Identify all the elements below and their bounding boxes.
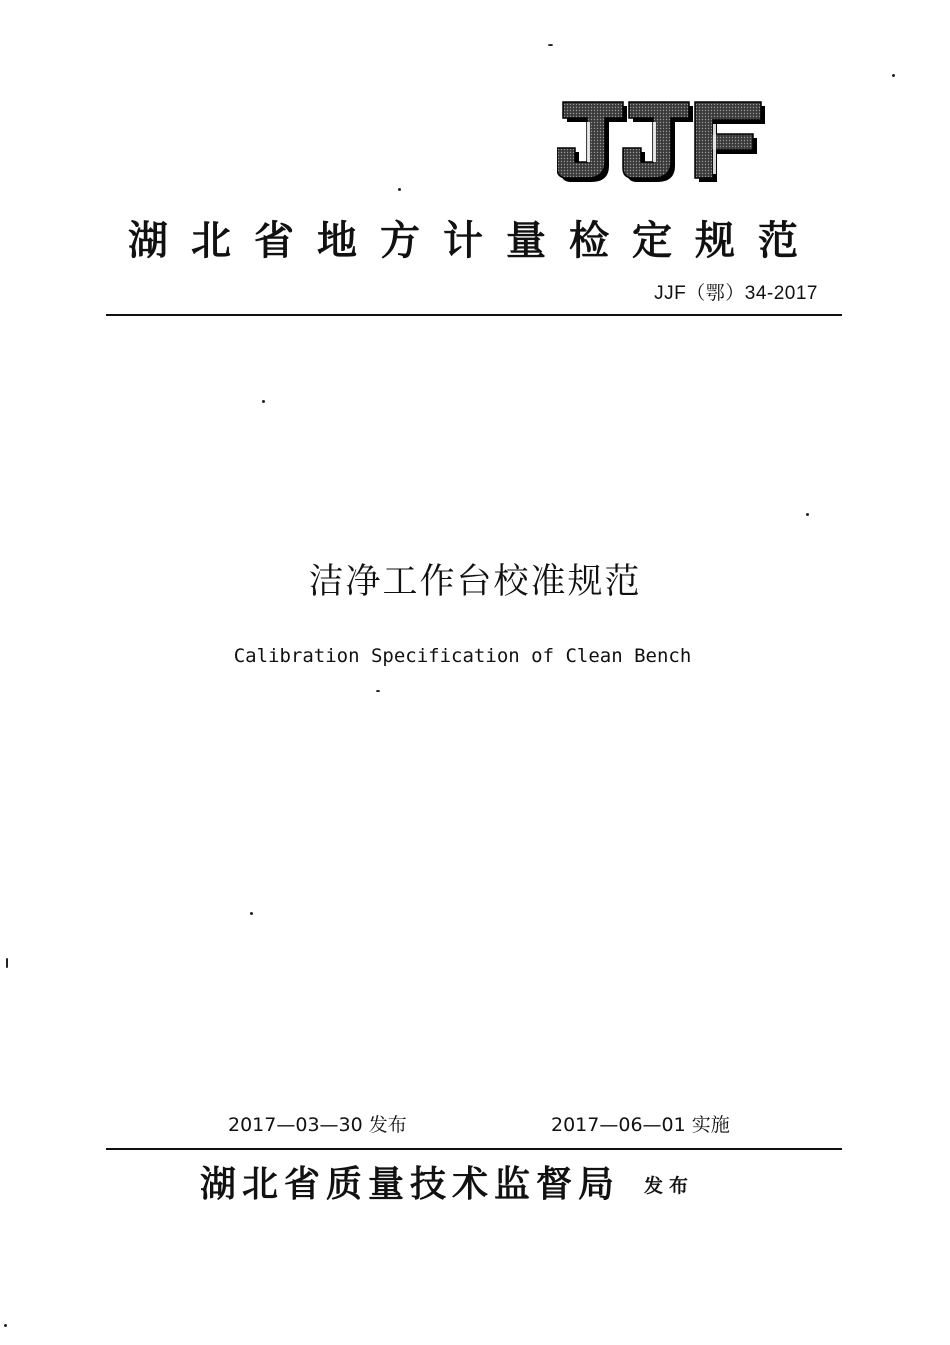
- jjf-logo: [557, 100, 765, 186]
- scan-speck: [892, 74, 895, 77]
- publish-action: 发布: [644, 1175, 695, 1197]
- document-code: JJF（鄂）34-2017: [654, 283, 818, 304]
- scan-speck: [376, 690, 380, 692]
- document-title-cn: 洁净工作台校准规范: [308, 562, 642, 602]
- bottom-divider: [106, 1148, 842, 1150]
- scan-speck: [806, 513, 809, 516]
- top-divider: [106, 314, 842, 316]
- scan-speck: [4, 1324, 7, 1327]
- publisher-line: [200, 1158, 694, 1218]
- scan-speck: [548, 44, 553, 46]
- publish-date: 2017—03—30 发布: [228, 1114, 407, 1136]
- scan-speck: [398, 188, 401, 191]
- document-title-en: Calibration Specification of Clean Bench: [233, 645, 692, 667]
- scan-speck: [6, 958, 8, 968]
- scan-speck: [262, 400, 265, 403]
- publisher-name: 湖北省质量技术监督局: [200, 1164, 621, 1205]
- standard-series-title: 湖北省地方计量检定规范: [128, 218, 821, 264]
- implement-date: 2017—06—01 实施: [551, 1114, 730, 1136]
- scan-speck: [250, 912, 253, 915]
